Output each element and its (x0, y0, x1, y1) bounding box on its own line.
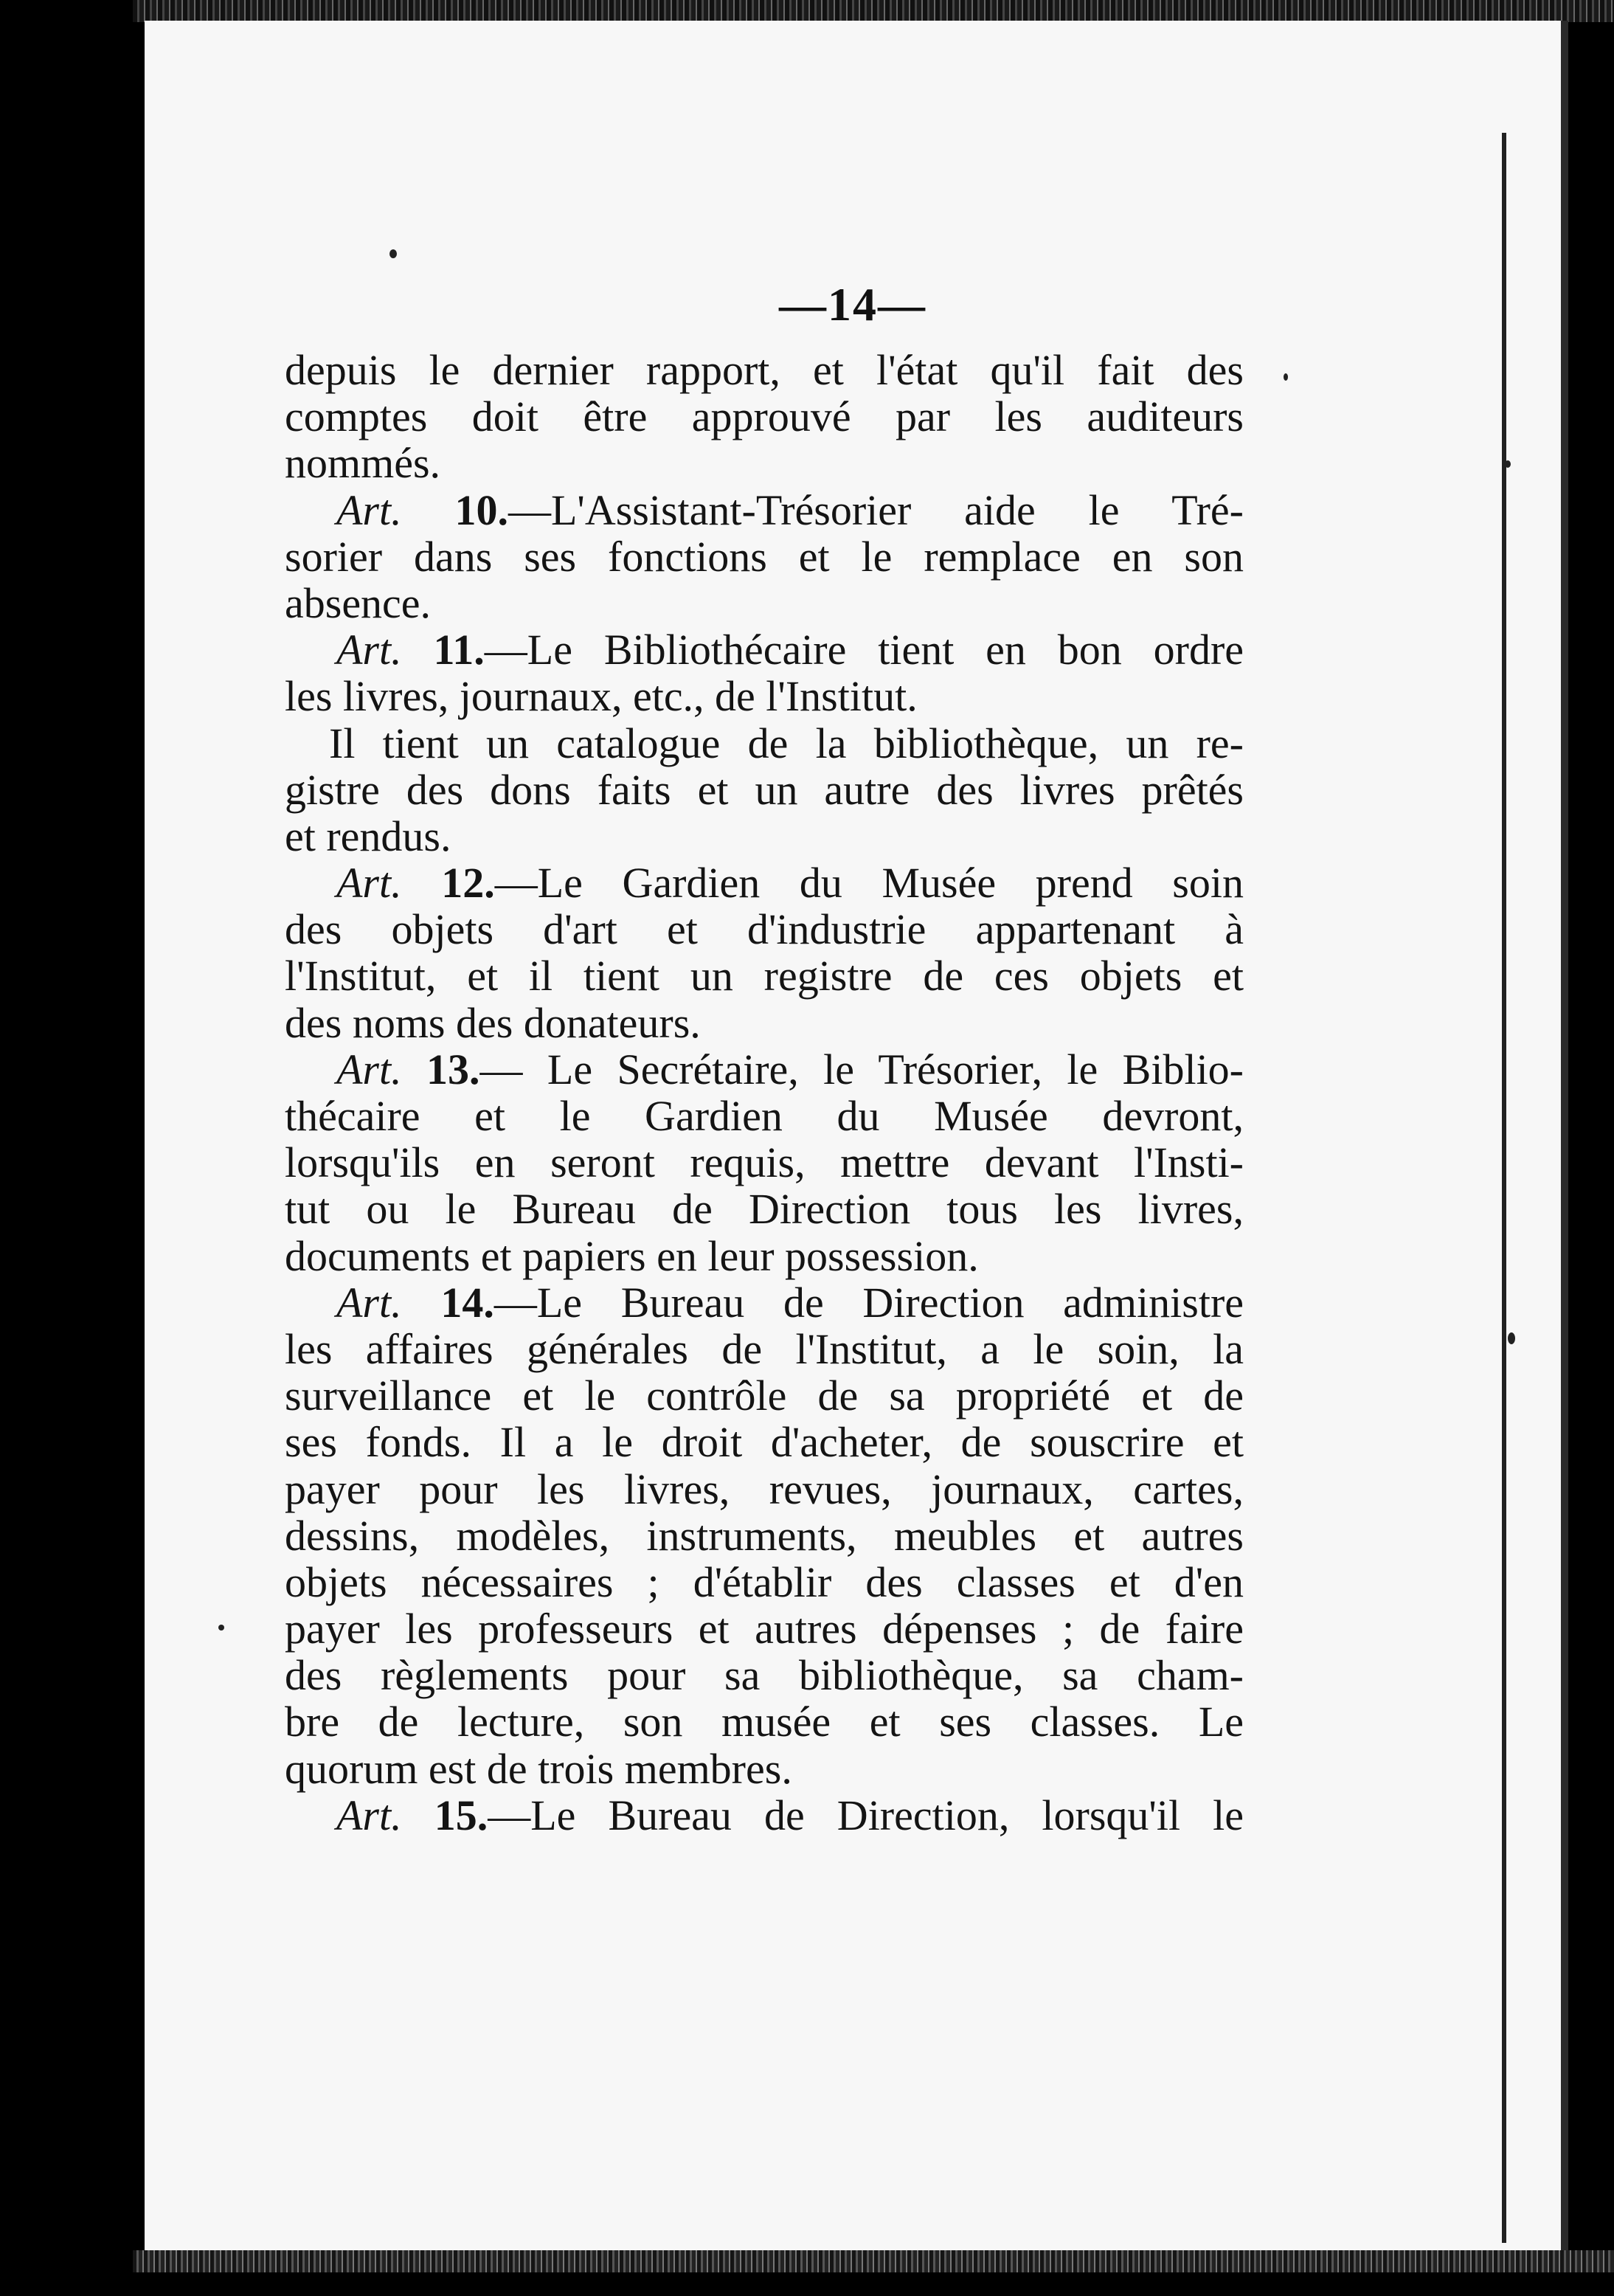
article-label: Art. (336, 626, 402, 674)
ink-speck (1505, 460, 1511, 468)
ink-speck (389, 249, 397, 258)
ink-speck (1284, 373, 1288, 381)
article-number: 10. (454, 485, 508, 534)
article-11-line: Art. 11.—Le Bibliothécaire tient en bon ordre (336, 626, 1244, 674)
text-line: des règlements pour sa bibliothèque, sa cham- (285, 1651, 1244, 1700)
article-label: Art. (336, 1045, 402, 1093)
text-line: depuis le dernier rapport, et l'état qu'il fait des (285, 346, 1244, 394)
scan-bottom-edge (133, 2250, 1614, 2272)
text-line: bre de lecture, son musée et ses classes. Le (285, 1698, 1244, 1746)
text-line: absence. (285, 578, 432, 627)
text-line: sorier dans ses fonctions et le remplace en son (285, 532, 1244, 581)
ink-speck (218, 1625, 224, 1631)
text-line: documents et papiers en leur possession. (285, 1231, 979, 1280)
text-line: thécaire et le Gardien du Musée devront, (285, 1092, 1244, 1140)
text-line: Il tient un catalogue de la bibliothèque, un re- (329, 719, 1244, 767)
text-line: objets nécessaires ; d'établir des classes et d'en (285, 1557, 1244, 1606)
article-label: Art. (336, 485, 402, 534)
article-label: Art. (336, 859, 402, 907)
article-10-line: Art. 10.—L'Assistant-Trésorier aide le Tré- (336, 485, 1244, 534)
article-number: 12. (441, 859, 495, 907)
scan-top-edge (133, 0, 1614, 22)
article-15-line: Art. 15.—Le Bureau de Direction, lorsqu'il le (336, 1791, 1244, 1839)
article-13-line: Art. 13.— Le Secrétaire, le Trésorier, le Biblio- (336, 1045, 1244, 1093)
text-line: payer pour les livres, revues, journaux, cartes, (285, 1465, 1244, 1513)
article-number: 13. (426, 1045, 480, 1093)
text-line: dessins, modèles, instruments, meubles et autres (285, 1511, 1244, 1560)
article-14-line: Art. 14.—Le Bureau de Direction administre (336, 1278, 1244, 1327)
article-12-line: Art. 12.—Le Gardien du Musée prend soin (336, 859, 1244, 907)
text-line: nommés. (285, 439, 441, 488)
article-number: 15. (434, 1791, 488, 1839)
article-number: 11. (433, 626, 485, 674)
text-line: et rendus. (285, 812, 451, 860)
article-number: 14. (440, 1278, 494, 1327)
text-line: comptes doit être approuvé par les auditeurs (285, 393, 1244, 441)
ink-speck (1508, 1332, 1515, 1344)
text-line: lorsqu'ils en seront requis, mettre devant l'Insti- (285, 1138, 1244, 1187)
text-line: ses fonds. Il a le droit d'acheter, de souscrire et (285, 1418, 1244, 1467)
text-line: quorum est de trois membres. (285, 1744, 792, 1793)
body-text (285, 347, 1244, 1839)
page-fold-shadow (1502, 133, 1506, 2243)
text-line: les livres, journaux, etc., de l'Institut. (285, 672, 918, 721)
text-line: surveillance et le contrôle de sa propriété et de (285, 1372, 1244, 1420)
article-label: Art. (336, 1278, 402, 1327)
text-line: gistre des dons faits et un autre des livres prêtés (285, 765, 1244, 814)
text-line: les affaires générales de l'Institut, a le soin, la (285, 1324, 1244, 1373)
page-number: —14— (779, 278, 927, 331)
text-line: des noms des donateurs. (285, 998, 701, 1047)
text-line: tut ou le Bureau de Direction tous les livres, (285, 1185, 1244, 1234)
text-line: l'Institut, et il tient un registre de ces objets et (285, 952, 1244, 1000)
text-line: des objets d'art et d'industrie appartenant à (285, 905, 1244, 954)
article-label: Art. (336, 1791, 402, 1839)
text-line: payer les professeurs et autres dépenses ; de faire (285, 1605, 1244, 1653)
